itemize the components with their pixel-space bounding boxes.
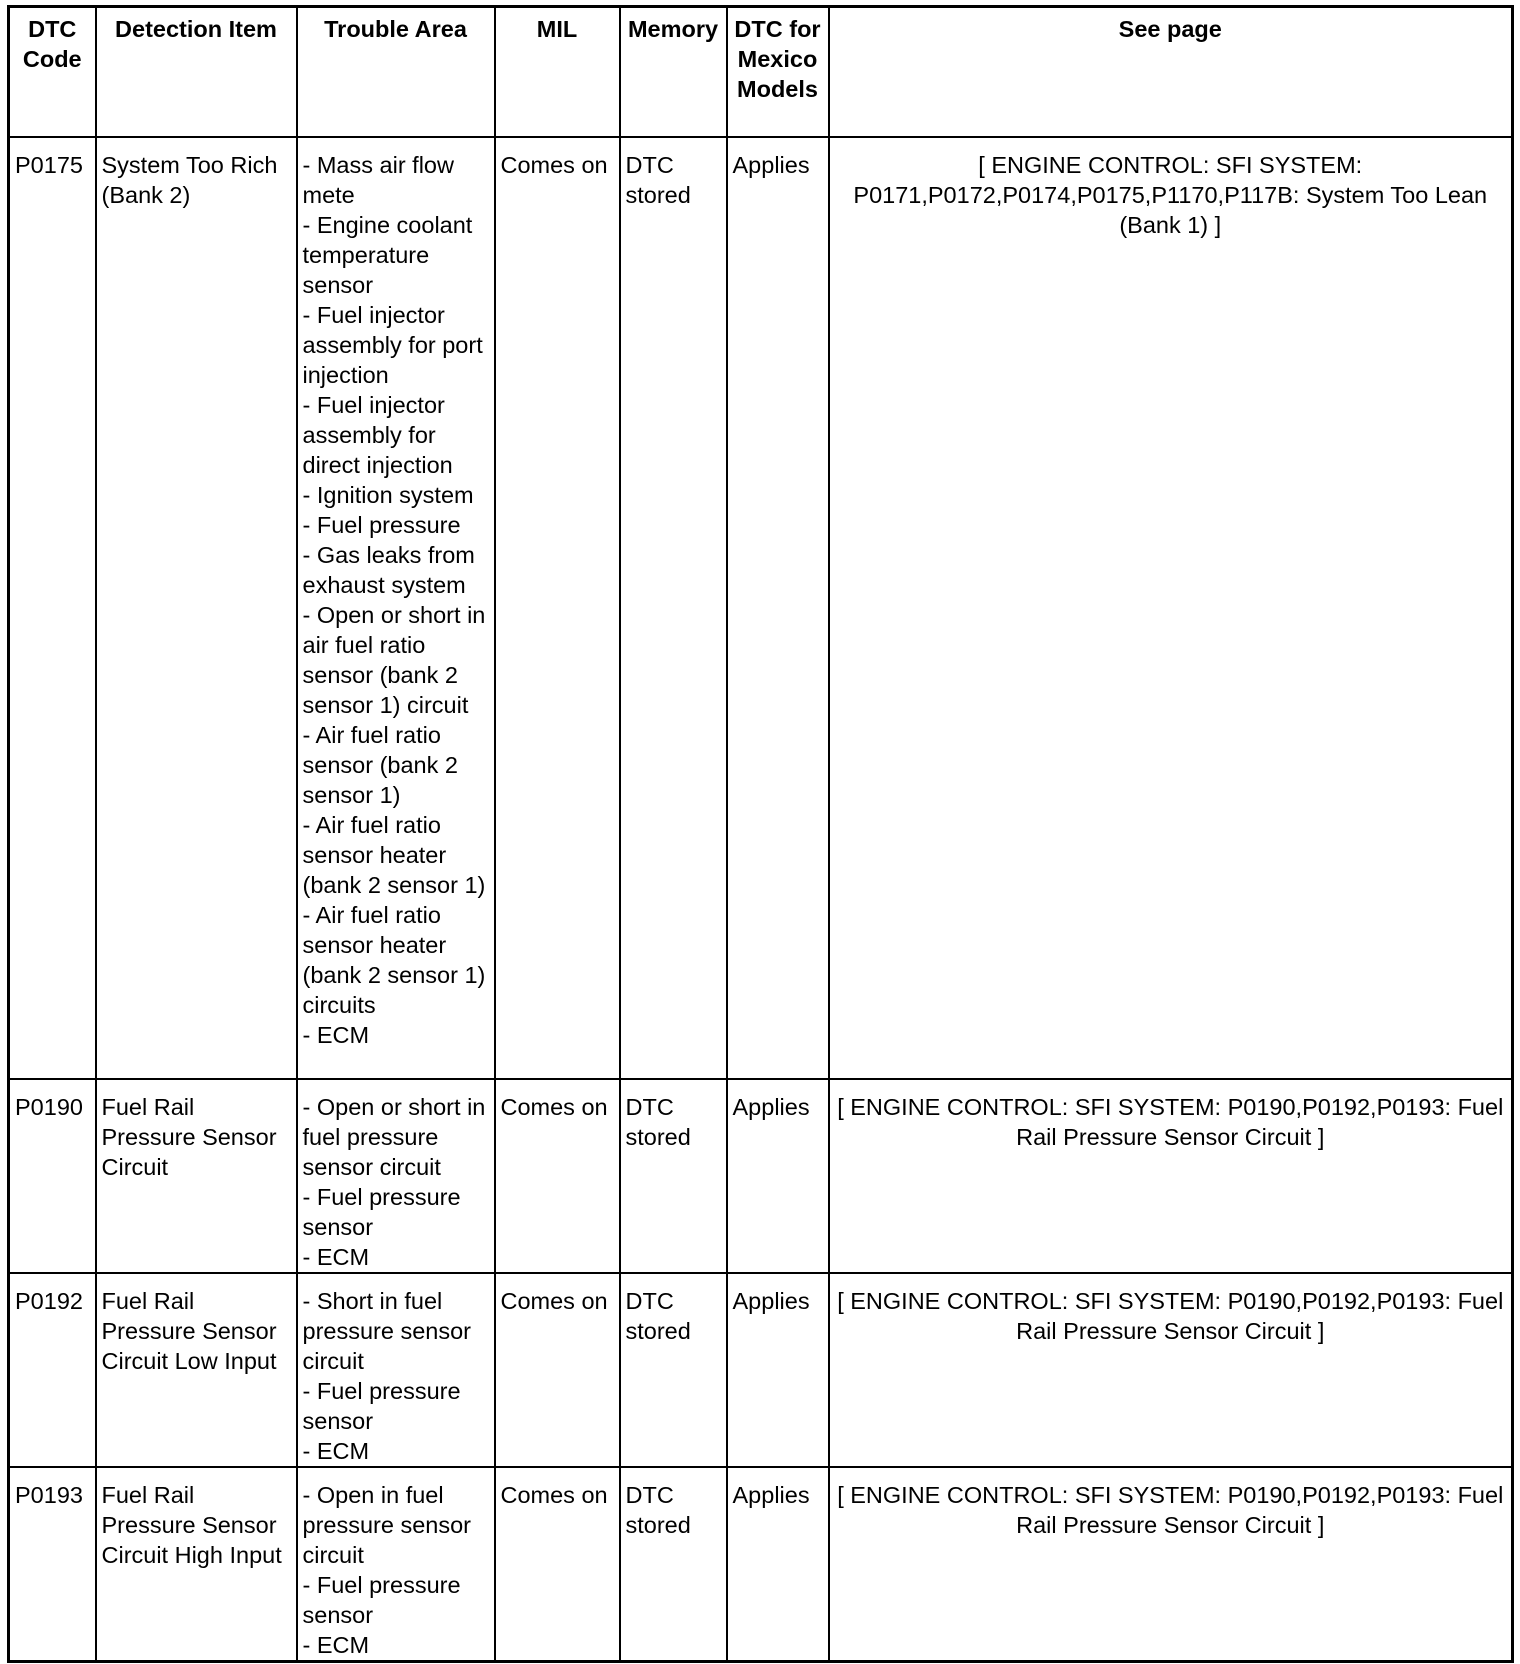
trouble-area-line: - ECM	[302, 1244, 370, 1270]
trouble-area-line: - Open in fuel pressure sensor circuit	[302, 1482, 471, 1568]
trouble-area-line: - ECM	[302, 1438, 370, 1464]
trouble-area-line: - Open or short in air fuel ratio sensor (bank 2 sensor 1) circuit	[302, 602, 486, 718]
see-page-link[interactable]: [ ENGINE CONTROL: SFI SYSTEM: P0171,P0172,P0174,P0175,P1170,P117B: System Too Lean (Bank 1) ]	[829, 137, 1513, 1079]
detection-item-cell: System Too Rich (Bank 2)	[96, 137, 297, 1079]
dtc-code-cell: P0193	[9, 1467, 96, 1662]
memory-cell: DTC stored	[620, 1273, 727, 1467]
trouble-area-line: - Mass air flow mete	[302, 152, 454, 208]
see-page-link[interactable]: [ ENGINE CONTROL: SFI SYSTEM: P0190,P0192,P0193: Fuel Rail Pressure Sensor Circuit ]	[829, 1467, 1513, 1662]
trouble-area-line: - Air fuel ratio sensor (bank 2 sensor 1)	[302, 722, 458, 808]
header-dtc-code: DTC Code	[9, 7, 96, 138]
dtc-code-cell: P0192	[9, 1273, 96, 1467]
header-row	[9, 7, 1513, 138]
trouble-area-line: - Air fuel ratio sensor heater (bank 2 sensor 1)	[302, 812, 486, 898]
trouble-area-cell	[297, 1467, 495, 1662]
mexico-cell: Applies	[727, 137, 829, 1079]
mil-cell: Comes on	[495, 1467, 620, 1662]
detection-item-cell: Fuel Rail Pressure Sensor Circuit Low Input	[96, 1273, 297, 1467]
header-dtc-mexico: DTC for Mexico Models	[727, 7, 829, 138]
header-mil: MIL	[495, 7, 620, 138]
memory-cell: DTC stored	[620, 1079, 727, 1273]
trouble-area-line: - Engine coolant temperature sensor	[302, 212, 473, 298]
table-row	[9, 1467, 1513, 1662]
see-page-link[interactable]: [ ENGINE CONTROL: SFI SYSTEM: P0190,P0192,P0193: Fuel Rail Pressure Sensor Circuit ]	[829, 1079, 1513, 1273]
mil-cell: Comes on	[495, 1273, 620, 1467]
header-memory: Memory	[620, 7, 727, 138]
trouble-area-cell	[297, 1079, 495, 1273]
table-row	[9, 1273, 1513, 1467]
mexico-cell: Applies	[727, 1079, 829, 1273]
dtc-table	[7, 5, 1514, 1663]
trouble-area-line: - Fuel pressure sensor	[302, 1378, 461, 1434]
table-row	[9, 1079, 1513, 1273]
dtc-code-cell: P0190	[9, 1079, 96, 1273]
trouble-area-line: - ECM	[302, 1632, 370, 1658]
memory-cell: DTC stored	[620, 137, 727, 1079]
table-row	[9, 137, 1513, 1079]
mexico-cell: Applies	[727, 1467, 829, 1662]
mil-cell: Comes on	[495, 137, 620, 1079]
trouble-area-line: - Fuel injector assembly for direct injection	[302, 392, 453, 478]
trouble-area-line: - Air fuel ratio sensor heater (bank 2 sensor 1) circuits	[302, 902, 486, 1018]
trouble-area-cell	[297, 1273, 495, 1467]
trouble-area-line: - Fuel pressure	[302, 512, 461, 538]
dtc-code-cell: P0175	[9, 137, 96, 1079]
trouble-area-line: - ECM	[302, 1022, 370, 1048]
mexico-cell: Applies	[727, 1273, 829, 1467]
trouble-area-line: - Ignition system	[302, 482, 474, 508]
trouble-area-line: - Open or short in fuel pressure sensor circuit	[302, 1094, 486, 1180]
detection-item-cell: Fuel Rail Pressure Sensor Circuit High Input	[96, 1467, 297, 1662]
header-trouble-area: Trouble Area	[297, 7, 495, 138]
trouble-area-line: - Short in fuel pressure sensor circuit	[302, 1288, 471, 1374]
trouble-area-line: - Fuel injector assembly for port injection	[302, 302, 483, 388]
see-page-link[interactable]: [ ENGINE CONTROL: SFI SYSTEM: P0190,P0192,P0193: Fuel Rail Pressure Sensor Circuit ]	[829, 1273, 1513, 1467]
header-see-page: See page	[829, 7, 1513, 138]
detection-item-cell: Fuel Rail Pressure Sensor Circuit	[96, 1079, 297, 1273]
trouble-area-line: - Gas leaks from exhaust system	[302, 542, 475, 598]
header-detection-item: Detection Item	[96, 7, 297, 138]
trouble-area-cell	[297, 137, 495, 1079]
mil-cell: Comes on	[495, 1079, 620, 1273]
trouble-area-line: - Fuel pressure sensor	[302, 1572, 461, 1628]
memory-cell: DTC stored	[620, 1467, 727, 1662]
trouble-area-line: - Fuel pressure sensor	[302, 1184, 461, 1240]
